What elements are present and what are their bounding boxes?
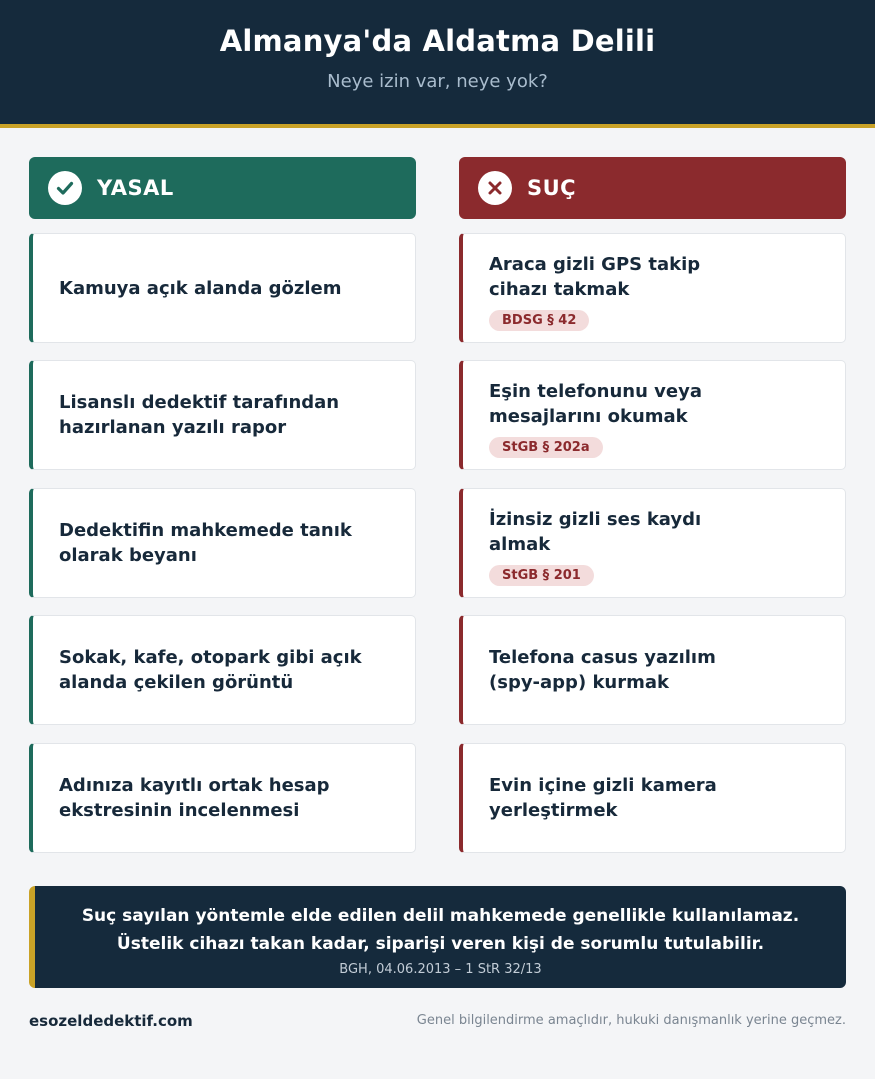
legal-item-text: Sokak, kafe, otopark gibi açık alanda çekilen görüntü xyxy=(59,647,362,693)
law-badge: BDSG § 42 xyxy=(489,310,589,331)
law-badge: StGB § 202a xyxy=(489,437,603,458)
crime-item xyxy=(459,488,846,598)
footer-disclaimer: Genel bilgilendirme amaçlıdır, hukuki danışmanlık yerine geçmez. xyxy=(416,1013,846,1028)
crime-item-text: Telefona casus yazılım (spy-app) kurmak xyxy=(489,647,716,693)
legal-item xyxy=(29,488,416,598)
note-citation: BGH, 04.06.2013 – 1 StR 32/13 xyxy=(339,962,542,977)
check-icon xyxy=(48,171,82,205)
legal-heading: YASAL xyxy=(97,176,174,200)
crime-item-text: İzinsiz gizli ses kaydı almak xyxy=(489,508,702,555)
crime-item xyxy=(459,233,846,343)
legal-item xyxy=(29,233,416,343)
crime-item-text: Evin içine gizli kamera yerleştirmek xyxy=(489,775,717,821)
header xyxy=(0,0,875,128)
page-title: Almanya'da Aldatma Delili xyxy=(219,24,656,58)
note-line-2: Üstelik cihazı takan kadar, siparişi veren kişi de sorumlu tutulabilir. xyxy=(116,934,765,954)
crime-item-text: Araca gizli GPS takip cihazı takmak xyxy=(489,253,701,300)
crime-item xyxy=(459,743,846,853)
footer-site: esozeldedektif.com xyxy=(29,1012,193,1030)
warning-note xyxy=(29,886,846,988)
page-subtitle: Neye izin var, neye yok? xyxy=(327,71,548,92)
legal-item-text: Dedektifin mahkemede tanık olarak beyanı xyxy=(59,520,352,566)
legal-column-header xyxy=(29,157,416,219)
legal-item xyxy=(29,743,416,853)
note-line-1: Suç sayılan yöntemle elde edilen delil mahkemede genellikle kullanılamaz. xyxy=(81,906,800,926)
x-icon xyxy=(478,171,512,205)
legal-item-text: Lisanslı dedektif tarafından hazırlanan yazılı rapor xyxy=(59,392,340,438)
law-badge: StGB § 201 xyxy=(489,565,594,586)
crime-heading: SUÇ xyxy=(527,176,577,200)
crime-item-text: Eşin telefonunu veya mesajlarını okumak xyxy=(489,380,702,427)
legal-item xyxy=(29,360,416,470)
legal-item xyxy=(29,615,416,725)
crime-item xyxy=(459,360,846,470)
legal-item-text: Adınıza kayıtlı ortak hesap ekstresinin incelenmesi xyxy=(59,775,330,821)
crime-column-header xyxy=(459,157,846,219)
legal-item-text: Kamuya açık alanda gözlem xyxy=(59,277,342,299)
crime-item xyxy=(459,615,846,725)
